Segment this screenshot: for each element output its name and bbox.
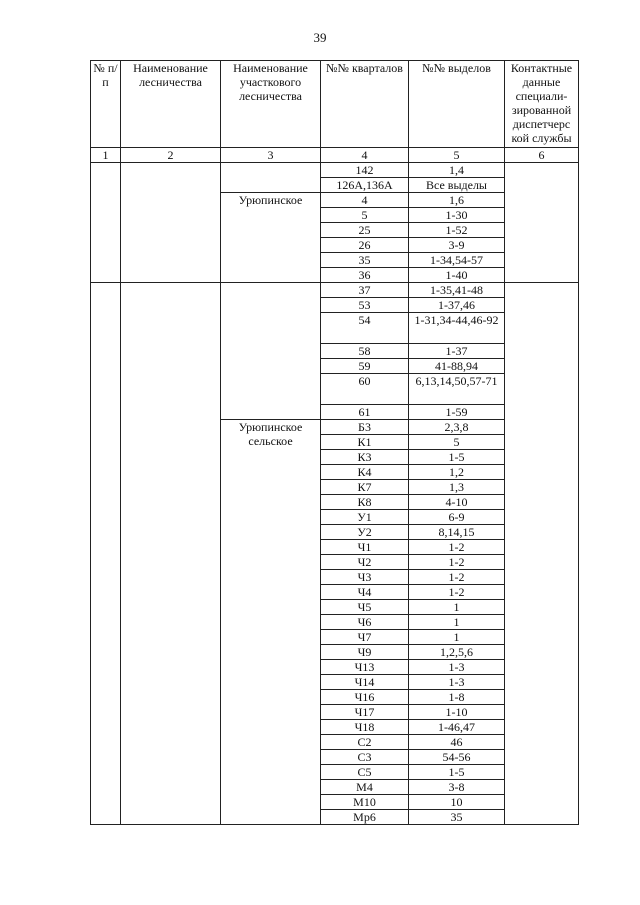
column-number-row xyxy=(91,148,579,163)
uchastok-name: Урюпинское сельское xyxy=(221,420,321,825)
quarter-cell: 58 xyxy=(321,344,409,359)
vydel-cell: 1,4 xyxy=(409,163,505,178)
uchastok-name: Урюпинское xyxy=(221,193,321,283)
quarter-cell: Ч14 xyxy=(321,675,409,690)
quarter-cell: Ч17 xyxy=(321,705,409,720)
table-group-1 xyxy=(91,163,579,283)
quarter-cell: 53 xyxy=(321,298,409,313)
vydel-cell: 1-35,41-48 xyxy=(409,283,505,298)
quarter-cell: 35 xyxy=(321,253,409,268)
vydel-cell: 1,3 xyxy=(409,480,505,495)
vydel-cell: 1-37,46 xyxy=(409,298,505,313)
col-header-forestry: Наименование лесничества xyxy=(121,61,221,148)
vydel-cell: 2,3,8 xyxy=(409,420,505,435)
vydel-cell: 1-2 xyxy=(409,555,505,570)
quarter-cell: 26 xyxy=(321,238,409,253)
quarter-cell: К7 xyxy=(321,480,409,495)
vydel-cell: 1-2 xyxy=(409,570,505,585)
uchastok-cell-empty xyxy=(221,283,321,420)
quarter-cell: 142 xyxy=(321,163,409,178)
quarter-cell: 25 xyxy=(321,223,409,238)
quarter-cell: Ч4 xyxy=(321,585,409,600)
vydel-cell: 54-56 xyxy=(409,750,505,765)
page-number: 39 xyxy=(313,30,327,45)
contacts-cell xyxy=(505,163,579,283)
vydel-cell: 1-46,47 xyxy=(409,720,505,735)
vydel-cell: 1 xyxy=(409,615,505,630)
vydel-cell: 1,2 xyxy=(409,465,505,480)
quarter-cell: М4 xyxy=(321,780,409,795)
quarter-cell: У1 xyxy=(321,510,409,525)
vydel-cell: 1,6 xyxy=(409,193,505,208)
quarter-cell: Ч6 xyxy=(321,615,409,630)
quarter-cell: К4 xyxy=(321,465,409,480)
vydel-cell: 1-2 xyxy=(409,585,505,600)
vydel-cell: 5 xyxy=(409,435,505,450)
vydel-cell: 1-3 xyxy=(409,675,505,690)
forestry-table xyxy=(90,60,579,825)
quarter-cell: 36 xyxy=(321,268,409,283)
quarter-cell: 4 xyxy=(321,193,409,208)
vydel-cell: 1-5 xyxy=(409,765,505,780)
quarter-cell: Ч2 xyxy=(321,555,409,570)
quarter-cell: Ч9 xyxy=(321,645,409,660)
row-number-cell xyxy=(91,163,121,283)
vydel-cell: 6-9 xyxy=(409,510,505,525)
quarter-cell: Ч13 xyxy=(321,660,409,675)
vydel-cell: 1,2,5,6 xyxy=(409,645,505,660)
col-number: 1 xyxy=(91,148,121,163)
vydel-cell: Все выделы xyxy=(409,178,505,193)
vydel-cell: 1-3 xyxy=(409,660,505,675)
vydel-cell: 1-59 xyxy=(409,405,505,420)
header-row xyxy=(91,61,579,148)
quarter-cell: 59 xyxy=(321,359,409,374)
quarter-cell: 37 xyxy=(321,283,409,298)
quarter-cell: 5 xyxy=(321,208,409,223)
table-row xyxy=(91,283,579,298)
vydel-cell: 10 xyxy=(409,795,505,810)
vydel-cell: 41-88,94 xyxy=(409,359,505,374)
col-number: 5 xyxy=(409,148,505,163)
col-number: 6 xyxy=(505,148,579,163)
quarter-cell: С3 xyxy=(321,750,409,765)
quarter-cell: К3 xyxy=(321,450,409,465)
row-number-cell xyxy=(91,283,121,825)
contacts-cell xyxy=(505,283,579,825)
vydel-cell: 1-8 xyxy=(409,690,505,705)
col-header-vydely: №№ выделов xyxy=(409,61,505,148)
vydel-cell: 1-37 xyxy=(409,344,505,359)
vydel-cell: 1-34,54-57 xyxy=(409,253,505,268)
vydel-cell: 3-8 xyxy=(409,780,505,795)
col-header-uchastok: Наименование участкового лесничества xyxy=(221,61,321,148)
vydel-cell: 35 xyxy=(409,810,505,825)
col-header-contacts: Контактные данные специали-зированной диспетчерс кой службы xyxy=(505,61,579,148)
quarter-cell: М10 xyxy=(321,795,409,810)
col-header-num: № п/п xyxy=(91,61,121,148)
quarter-cell: 60 xyxy=(321,374,409,405)
col-header-quarters: №№ кварталов xyxy=(321,61,409,148)
vydel-cell: 1-52 xyxy=(409,223,505,238)
quarter-cell: К1 xyxy=(321,435,409,450)
quarter-cell: Мр6 xyxy=(321,810,409,825)
quarter-cell: 61 xyxy=(321,405,409,420)
quarter-cell: Ч3 xyxy=(321,570,409,585)
table-row xyxy=(91,163,579,178)
vydel-cell: 1-5 xyxy=(409,450,505,465)
forestry-cell xyxy=(121,163,221,283)
quarter-cell: С5 xyxy=(321,765,409,780)
vydel-cell: 46 xyxy=(409,735,505,750)
vydel-cell: 1 xyxy=(409,600,505,615)
forestry-cell xyxy=(121,283,221,825)
quarter-cell: Ч16 xyxy=(321,690,409,705)
quarter-cell: Б3 xyxy=(321,420,409,435)
vydel-cell: 1-31,34-44,46-92 xyxy=(409,313,505,344)
quarter-cell: К8 xyxy=(321,495,409,510)
quarter-cell: С2 xyxy=(321,735,409,750)
vydel-cell: 1-2 xyxy=(409,540,505,555)
col-number: 2 xyxy=(121,148,221,163)
vydel-cell: 1 xyxy=(409,630,505,645)
quarter-cell: 126А,136А xyxy=(321,178,409,193)
quarter-cell: Ч7 xyxy=(321,630,409,645)
quarter-cell: 54 xyxy=(321,313,409,344)
col-number: 3 xyxy=(221,148,321,163)
table-group-2 xyxy=(91,283,579,825)
vydel-cell: 8,14,15 xyxy=(409,525,505,540)
vydel-cell: 6,13,14,50,57-71 xyxy=(409,374,505,405)
quarter-cell: Ч18 xyxy=(321,720,409,735)
vydel-cell: 4-10 xyxy=(409,495,505,510)
quarter-cell: Ч5 xyxy=(321,600,409,615)
quarter-cell: Ч1 xyxy=(321,540,409,555)
vydel-cell: 1-10 xyxy=(409,705,505,720)
vydel-cell: 1-40 xyxy=(409,268,505,283)
uchastok-cell-empty xyxy=(221,163,321,193)
vydel-cell: 3-9 xyxy=(409,238,505,253)
vydel-cell: 1-30 xyxy=(409,208,505,223)
col-number: 4 xyxy=(321,148,409,163)
quarter-cell: У2 xyxy=(321,525,409,540)
